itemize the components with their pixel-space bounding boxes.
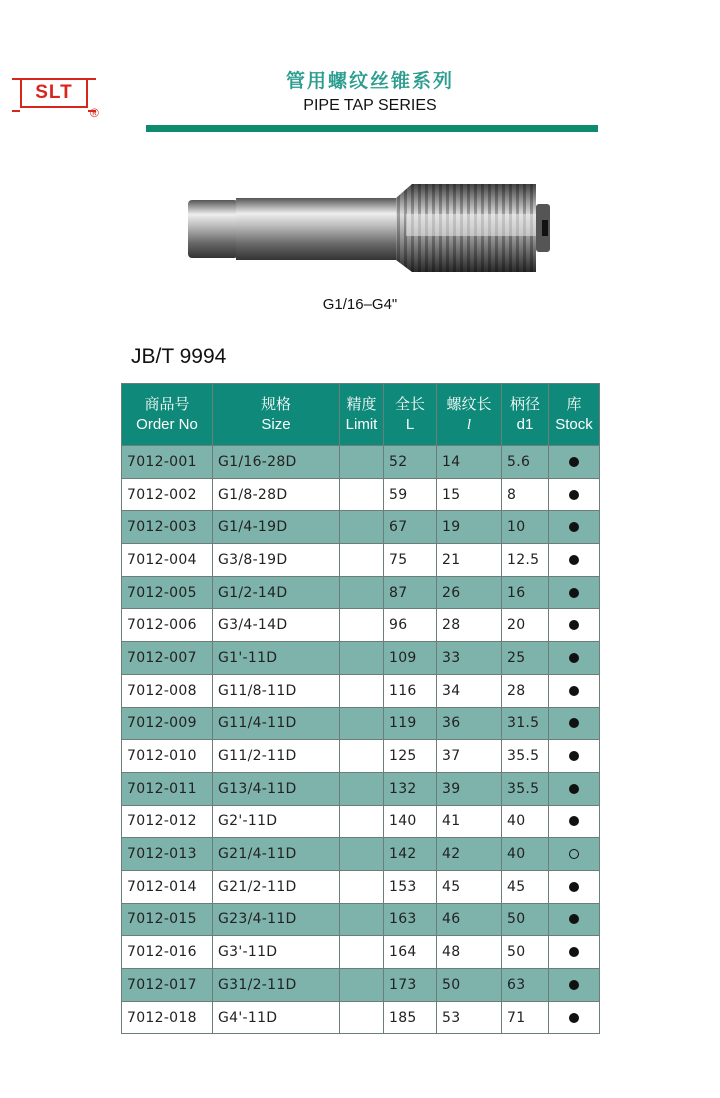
cell-order-no: 7012-016 xyxy=(122,936,213,969)
table-row xyxy=(122,969,600,1002)
out-of-stock-circle-icon xyxy=(569,849,579,859)
cell-size: G1/8-28D xyxy=(213,478,340,511)
in-stock-dot-icon xyxy=(569,947,579,957)
cell-thread-length: 21 xyxy=(437,544,502,577)
cell-overall-length: 109 xyxy=(384,642,437,675)
cell-size: G3/4-14D xyxy=(213,609,340,642)
cell-shank-diameter: 50 xyxy=(502,936,549,969)
cell-overall-length: 132 xyxy=(384,772,437,805)
cell-overall-length: 67 xyxy=(384,511,437,544)
table-row xyxy=(122,838,600,871)
cell-size: G1/2-14D xyxy=(213,576,340,609)
cell-stock xyxy=(549,576,600,609)
table-row xyxy=(122,642,600,675)
header-shank-diameter: 柄径 d1 xyxy=(502,384,549,446)
cell-limit xyxy=(340,576,384,609)
cell-overall-length: 87 xyxy=(384,576,437,609)
cell-thread-length: 48 xyxy=(437,936,502,969)
cell-overall-length: 96 xyxy=(384,609,437,642)
registered-mark: ® xyxy=(90,106,99,120)
cell-thread-length: 41 xyxy=(437,805,502,838)
table-row xyxy=(122,772,600,805)
cell-order-no: 7012-014 xyxy=(122,870,213,903)
cell-stock xyxy=(549,838,600,871)
cell-overall-length: 125 xyxy=(384,740,437,773)
header-size: 规格 Size xyxy=(213,384,340,446)
cell-limit xyxy=(340,936,384,969)
cell-shank-diameter: 45 xyxy=(502,870,549,903)
cell-order-no: 7012-017 xyxy=(122,969,213,1002)
cell-order-no: 7012-004 xyxy=(122,544,213,577)
cell-stock xyxy=(549,707,600,740)
table-row xyxy=(122,478,600,511)
cell-stock xyxy=(549,478,600,511)
table-row xyxy=(122,609,600,642)
cell-shank-diameter: 31.5 xyxy=(502,707,549,740)
page-title-en: PIPE TAP SERIES xyxy=(303,97,437,114)
header-thread-length: 螺纹长 l xyxy=(437,384,502,446)
pipe-tap-spec-table xyxy=(121,383,600,1034)
table-row xyxy=(122,511,600,544)
cell-size: G23/4-11D xyxy=(213,903,340,936)
cell-stock xyxy=(549,969,600,1002)
cell-stock xyxy=(549,805,600,838)
cell-thread-length: 42 xyxy=(437,838,502,871)
cell-thread-length: 14 xyxy=(437,446,502,479)
cell-stock xyxy=(549,544,600,577)
cell-limit xyxy=(340,838,384,871)
cell-limit xyxy=(340,740,384,773)
table-row xyxy=(122,674,600,707)
page-title-cn: 管用螺纹丝锥系列 xyxy=(285,70,454,92)
in-stock-dot-icon xyxy=(569,686,579,696)
cell-thread-length: 33 xyxy=(437,642,502,675)
cell-limit xyxy=(340,674,384,707)
cell-thread-length: 53 xyxy=(437,1001,502,1034)
cell-overall-length: 75 xyxy=(384,544,437,577)
cell-shank-diameter: 35.5 xyxy=(502,772,549,805)
cell-limit xyxy=(340,642,384,675)
cell-shank-diameter: 10 xyxy=(502,511,549,544)
table-row xyxy=(122,707,600,740)
in-stock-dot-icon xyxy=(569,784,579,794)
cell-order-no: 7012-015 xyxy=(122,903,213,936)
cell-limit xyxy=(340,478,384,511)
cell-thread-length: 34 xyxy=(437,674,502,707)
table-row xyxy=(122,936,600,969)
cell-stock xyxy=(549,642,600,675)
table-row xyxy=(122,446,600,479)
in-stock-dot-icon xyxy=(569,588,579,598)
cell-overall-length: 59 xyxy=(384,478,437,511)
cell-order-no: 7012-005 xyxy=(122,576,213,609)
cell-limit xyxy=(340,1001,384,1034)
cell-order-no: 7012-002 xyxy=(122,478,213,511)
cell-size: G11/8-11D xyxy=(213,674,340,707)
cell-shank-diameter: 16 xyxy=(502,576,549,609)
cell-size: G3'-11D xyxy=(213,936,340,969)
in-stock-dot-icon xyxy=(569,555,579,565)
cell-overall-length: 164 xyxy=(384,936,437,969)
cell-overall-length: 142 xyxy=(384,838,437,871)
cell-thread-length: 45 xyxy=(437,870,502,903)
cell-limit xyxy=(340,609,384,642)
cell-thread-length: 19 xyxy=(437,511,502,544)
logo-text: SLT xyxy=(20,78,88,108)
cell-overall-length: 163 xyxy=(384,903,437,936)
cell-size: G4'-11D xyxy=(213,1001,340,1034)
cell-size: G2'-11D xyxy=(213,805,340,838)
cell-limit xyxy=(340,903,384,936)
cell-shank-diameter: 12.5 xyxy=(502,544,549,577)
cell-thread-length: 28 xyxy=(437,609,502,642)
cell-stock xyxy=(549,903,600,936)
cell-limit xyxy=(340,544,384,577)
header-order-no: 商品号 Order No xyxy=(122,384,213,446)
pipe-tap-image xyxy=(180,180,560,276)
cell-thread-length: 46 xyxy=(437,903,502,936)
cell-order-no: 7012-012 xyxy=(122,805,213,838)
cell-size: G1/4-19D xyxy=(213,511,340,544)
cell-stock xyxy=(549,740,600,773)
in-stock-dot-icon xyxy=(569,980,579,990)
in-stock-dot-icon xyxy=(569,816,579,826)
cell-order-no: 7012-010 xyxy=(122,740,213,773)
cell-order-no: 7012-018 xyxy=(122,1001,213,1034)
in-stock-dot-icon xyxy=(569,1013,579,1023)
in-stock-dot-icon xyxy=(569,718,579,728)
cell-limit xyxy=(340,511,384,544)
cell-thread-length: 36 xyxy=(437,707,502,740)
cell-order-no: 7012-013 xyxy=(122,838,213,871)
cell-size: G21/2-11D xyxy=(213,870,340,903)
cell-shank-diameter: 71 xyxy=(502,1001,549,1034)
cell-stock xyxy=(549,511,600,544)
table-row xyxy=(122,1001,600,1034)
cell-size: G21/4-11D xyxy=(213,838,340,871)
cell-order-no: 7012-003 xyxy=(122,511,213,544)
cell-thread-length: 15 xyxy=(437,478,502,511)
in-stock-dot-icon xyxy=(569,914,579,924)
cell-stock xyxy=(549,870,600,903)
cell-shank-diameter: 40 xyxy=(502,805,549,838)
table-row xyxy=(122,870,600,903)
cell-order-no: 7012-001 xyxy=(122,446,213,479)
cell-size: G1'-11D xyxy=(213,642,340,675)
table-header-row xyxy=(122,384,600,446)
cell-overall-length: 185 xyxy=(384,1001,437,1034)
cell-shank-diameter: 35.5 xyxy=(502,740,549,773)
cell-thread-length: 37 xyxy=(437,740,502,773)
cell-size: G11/4-11D xyxy=(213,707,340,740)
cell-overall-length: 119 xyxy=(384,707,437,740)
cell-limit xyxy=(340,805,384,838)
cell-overall-length: 116 xyxy=(384,674,437,707)
cell-overall-length: 52 xyxy=(384,446,437,479)
cell-limit xyxy=(340,772,384,805)
cell-shank-diameter: 25 xyxy=(502,642,549,675)
cell-shank-diameter: 28 xyxy=(502,674,549,707)
size-range-caption: G1/16–G4" xyxy=(322,296,398,313)
cell-overall-length: 140 xyxy=(384,805,437,838)
cell-size: G1/16-28D xyxy=(213,446,340,479)
cell-limit xyxy=(340,969,384,1002)
table-row xyxy=(122,576,600,609)
cell-shank-diameter: 5.6 xyxy=(502,446,549,479)
cell-stock xyxy=(549,609,600,642)
cell-stock xyxy=(549,936,600,969)
cell-order-no: 7012-011 xyxy=(122,772,213,805)
cell-order-no: 7012-007 xyxy=(122,642,213,675)
cell-size: G13/4-11D xyxy=(213,772,340,805)
cell-thread-length: 26 xyxy=(437,576,502,609)
table-row xyxy=(122,805,600,838)
cell-stock xyxy=(549,674,600,707)
cell-order-no: 7012-009 xyxy=(122,707,213,740)
cell-limit xyxy=(340,707,384,740)
cell-shank-diameter: 63 xyxy=(502,969,549,1002)
cell-overall-length: 153 xyxy=(384,870,437,903)
cell-size: G31/2-11D xyxy=(213,969,340,1002)
cell-stock xyxy=(549,446,600,479)
cell-size: G3/8-19D xyxy=(213,544,340,577)
cell-stock xyxy=(549,772,600,805)
in-stock-dot-icon xyxy=(569,751,579,761)
table-row xyxy=(122,903,600,936)
in-stock-dot-icon xyxy=(569,882,579,892)
cell-thread-length: 39 xyxy=(437,772,502,805)
cell-limit xyxy=(340,446,384,479)
cell-stock xyxy=(549,1001,600,1034)
title-divider xyxy=(146,125,598,132)
header-stock: 库 Stock xyxy=(549,384,600,446)
cell-shank-diameter: 50 xyxy=(502,903,549,936)
in-stock-dot-icon xyxy=(569,457,579,467)
table-row xyxy=(122,544,600,577)
cell-size: G11/2-11D xyxy=(213,740,340,773)
in-stock-dot-icon xyxy=(569,620,579,630)
cell-shank-diameter: 8 xyxy=(502,478,549,511)
cell-overall-length: 173 xyxy=(384,969,437,1002)
in-stock-dot-icon xyxy=(569,522,579,532)
in-stock-dot-icon xyxy=(569,653,579,663)
header-overall-length: 全长 L xyxy=(384,384,437,446)
cell-thread-length: 50 xyxy=(437,969,502,1002)
table-row xyxy=(122,740,600,773)
standard-label: JB/T 9994 xyxy=(131,345,227,368)
cell-order-no: 7012-006 xyxy=(122,609,213,642)
cell-order-no: 7012-008 xyxy=(122,674,213,707)
in-stock-dot-icon xyxy=(569,490,579,500)
cell-shank-diameter: 40 xyxy=(502,838,549,871)
cell-limit xyxy=(340,870,384,903)
cell-shank-diameter: 20 xyxy=(502,609,549,642)
header-limit: 精度 Limit xyxy=(340,384,384,446)
